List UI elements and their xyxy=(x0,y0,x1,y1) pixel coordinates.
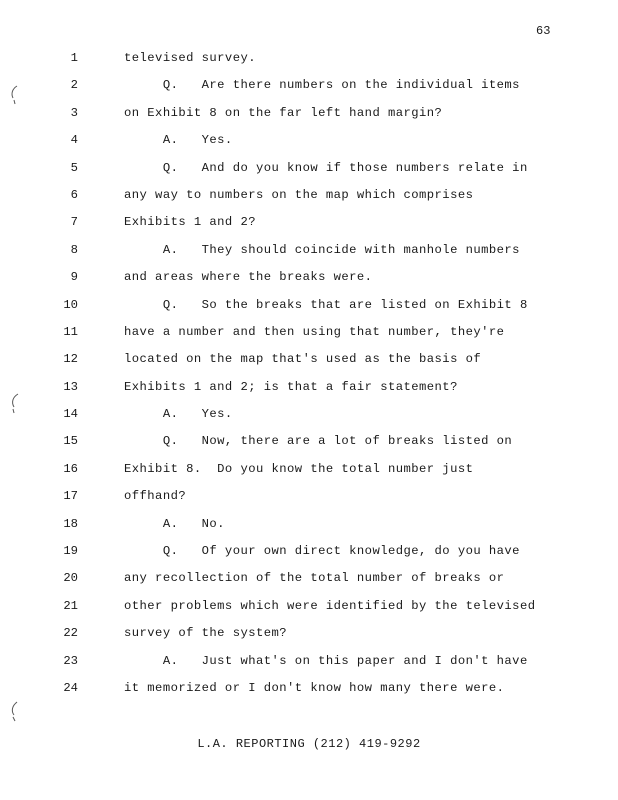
line-number: 18 xyxy=(63,516,78,531)
line-number: 9 xyxy=(70,270,78,285)
line-number: 2 xyxy=(70,78,78,93)
line-number: 6 xyxy=(70,187,78,202)
transcript-line xyxy=(0,652,618,679)
transcript-line xyxy=(0,378,618,405)
line-text: Exhibits 1 and 2? xyxy=(124,215,256,230)
transcript-line xyxy=(0,597,618,624)
line-number: 13 xyxy=(63,379,78,394)
line-number: 16 xyxy=(63,461,78,476)
line-number: 19 xyxy=(63,544,78,559)
line-text: on Exhibit 8 on the far left hand margin? xyxy=(124,105,443,120)
line-text: any way to numbers on the map which comprises xyxy=(124,187,474,202)
line-text: any recollection of the total number of breaks or xyxy=(124,571,505,586)
line-text: A. Yes. xyxy=(124,133,233,148)
transcript-line xyxy=(0,569,618,596)
page-footer: L.A. REPORTING (212) 419-9292 xyxy=(197,737,421,751)
line-text: Exhibit 8. Do you know the total number just xyxy=(124,461,474,476)
line-text: it memorized or I don't know how many there were. xyxy=(124,680,505,695)
transcript-line xyxy=(0,405,618,432)
line-number: 14 xyxy=(63,407,78,422)
line-number: 3 xyxy=(70,105,78,120)
transcript-line xyxy=(0,624,618,651)
transcript-line xyxy=(0,679,618,706)
transcript-line xyxy=(0,159,618,186)
line-text: Q. So the breaks that are listed on Exhibit 8 xyxy=(124,297,528,312)
transcript-line xyxy=(0,131,618,158)
line-number: 15 xyxy=(63,434,78,449)
line-text: other problems which were identified by the televised xyxy=(124,598,536,613)
line-number: 12 xyxy=(63,352,78,367)
page-number: 63 xyxy=(536,24,551,38)
transcript-line xyxy=(0,323,618,350)
line-text: Exhibits 1 and 2; is that a fair statement? xyxy=(124,379,458,394)
line-text: located on the map that's used as the basis of xyxy=(124,352,482,367)
transcript-line xyxy=(0,432,618,459)
line-number: 22 xyxy=(63,626,78,641)
transcript-line xyxy=(0,241,618,268)
line-number: 11 xyxy=(63,324,78,339)
transcript-line xyxy=(0,296,618,323)
transcript-line xyxy=(0,487,618,514)
line-text: A. No. xyxy=(124,516,225,531)
line-text: A. They should coincide with manhole numbers xyxy=(124,242,520,257)
transcript-line xyxy=(0,268,618,295)
line-text: Q. Now, there are a lot of breaks listed on xyxy=(124,434,513,449)
line-text: Q. Of your own direct knowledge, do you have xyxy=(124,544,520,559)
transcript-line xyxy=(0,213,618,240)
line-number: 17 xyxy=(63,489,78,504)
line-text: televised survey. xyxy=(124,51,256,65)
transcript-line xyxy=(0,515,618,542)
line-text: Q. Are there numbers on the individual items xyxy=(124,78,520,93)
transcript-line xyxy=(0,350,618,377)
transcript-line xyxy=(0,76,618,103)
transcript-line xyxy=(0,104,618,131)
line-text: offhand? xyxy=(124,489,187,504)
line-number: 20 xyxy=(63,571,78,586)
line-number: 7 xyxy=(70,215,78,230)
line-number: 8 xyxy=(70,242,78,257)
line-text: Q. And do you know if those numbers relate in xyxy=(124,160,528,175)
line-text: and areas where the breaks were. xyxy=(124,270,373,285)
line-text: have a number and then using that number, they're xyxy=(124,324,505,339)
line-text: A. Just what's on this paper and I don't have xyxy=(124,653,528,668)
transcript-line xyxy=(0,186,618,213)
line-number: 21 xyxy=(63,598,78,613)
line-text: survey of the system? xyxy=(124,626,288,641)
transcript-line xyxy=(0,542,618,569)
line-number: 1 xyxy=(70,51,78,65)
line-number: 10 xyxy=(63,297,78,312)
line-text: A. Yes. xyxy=(124,407,233,422)
line-number: 23 xyxy=(63,653,78,668)
transcript-line xyxy=(0,460,618,487)
line-number: 5 xyxy=(70,160,78,175)
transcript-lines xyxy=(0,49,618,706)
line-number: 24 xyxy=(63,680,78,695)
transcript-line xyxy=(0,49,618,76)
line-number: 4 xyxy=(70,133,78,148)
